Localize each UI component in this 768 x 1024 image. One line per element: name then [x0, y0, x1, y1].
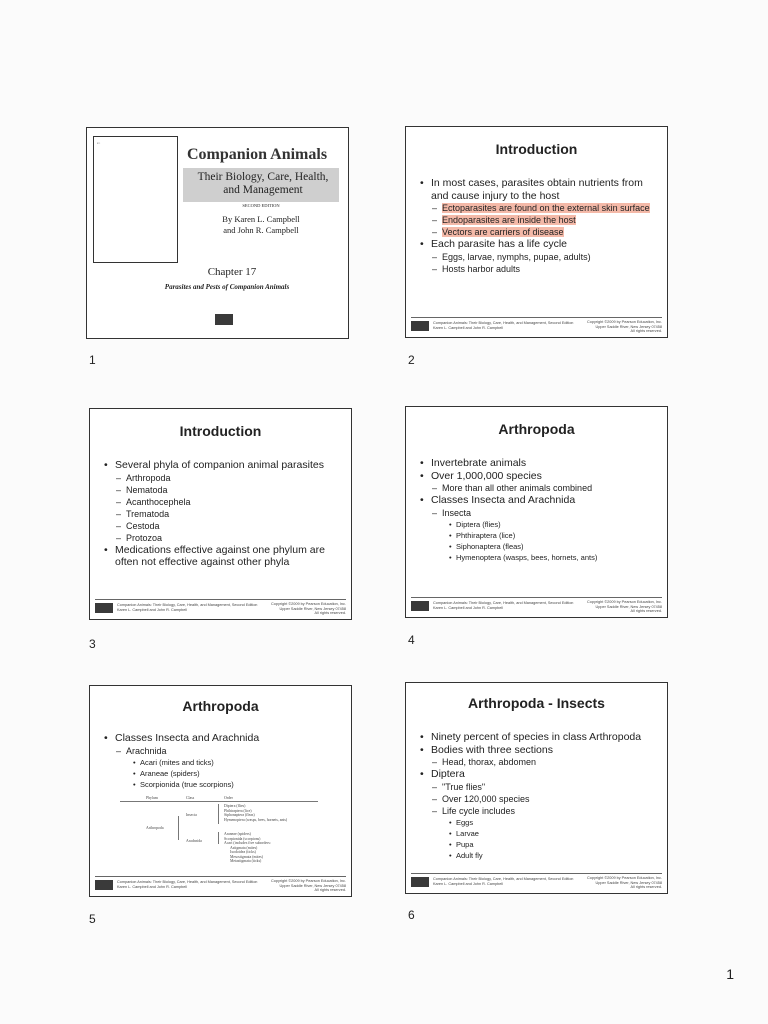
footer-text: Companion Animals: Their Biology, Care, Health, and Management, Second Edition: [433, 601, 574, 605]
slide-3: [89, 408, 352, 620]
bullet: • In most cases, parasites obtain nutrients from and cause injury to the host: [420, 177, 657, 202]
footer-text: Companion Animals: Their Biology, Care, Health, and Management, Second Edition: [117, 880, 258, 884]
publisher-logo: [411, 877, 429, 887]
sub-sub-bullet: • Scorpionida (true scorpions): [104, 779, 341, 790]
tree-class: Insecta: [186, 813, 197, 817]
bullet: • Invertebrate animals: [420, 457, 657, 470]
tree-order: Ixodoidea (ticks): [230, 850, 256, 854]
sub-bullet: [420, 214, 657, 226]
tree-class: Arachnida: [186, 839, 202, 843]
sub-bullet: – Cestoda: [104, 520, 341, 532]
footer-text: Companion Animals: Their Biology, Care, Health, and Management, Second Edition: [433, 321, 574, 325]
sub-bullet: – Over 120,000 species: [420, 793, 657, 805]
highlighted-text: Endoparasites are inside the host: [442, 215, 576, 225]
footer-copyright: Upper Saddle River, New Jersey 07458: [279, 606, 346, 611]
cover-chapter-title: Parasites and Pests of Companion Animals: [164, 283, 290, 291]
cover-chapter: Chapter 17: [207, 266, 257, 278]
slide-number-5: 5: [89, 912, 96, 926]
publisher-logo: [411, 601, 429, 611]
sub-bullet: – Protozoa: [104, 532, 341, 544]
footer-copyright: Upper Saddle River, New Jersey 07458: [595, 604, 662, 609]
slide-body: [104, 459, 341, 569]
tree-order: Acari (includes five suborders:: [224, 841, 271, 845]
slide-body: [420, 457, 657, 563]
footer-copyright: Copyright ©2009 by Pearson Education, Inc.: [271, 602, 346, 606]
slide-number-3: 3: [89, 637, 96, 651]
bullet: • Diptera: [420, 768, 657, 781]
sub-bullet: – Head, thorax, abdomen: [420, 756, 657, 768]
bullet: • Each parasite has a life cycle: [420, 238, 657, 251]
cover-title: Companion Animals: [187, 146, 328, 163]
publisher-logo: [411, 321, 429, 331]
tree-order: Astigmata (mites): [230, 845, 258, 850]
slide-footer: [95, 599, 346, 614]
tree-order: Araneae (spiders): [224, 832, 251, 836]
slide-title: Introduction: [495, 141, 578, 157]
bullet: • Medications effective against one phylum are often not effective against other phyla: [104, 544, 341, 569]
footer-copyright: Upper Saddle River, New Jersey 07458: [595, 324, 662, 329]
tree-header: Order: [224, 796, 233, 800]
sub-sub-bullet: • Adult fly: [420, 850, 657, 861]
bullet: • Several phyla of companion animal parasites: [104, 459, 341, 472]
footer-copyright: All rights reserved.: [630, 329, 662, 334]
sub-sub-bullet: • Larvae: [420, 828, 657, 839]
bullet: • Over 1,000,000 species: [420, 470, 657, 483]
sub-bullet: – Nematoda: [104, 484, 341, 496]
highlighted-text: Ectoparasites are found on the external skin surface: [442, 203, 650, 213]
sub-bullet: – More than all other animals combined: [420, 482, 657, 494]
cover-image-placeholder: [93, 136, 178, 263]
slide-body: [420, 177, 657, 275]
slide-body: [420, 731, 657, 861]
tree-order: Phthiraptera (lice): [224, 808, 252, 813]
footer-copyright: All rights reserved.: [630, 885, 662, 890]
highlighted-text: Vectors are carriers of disease: [442, 227, 564, 237]
slide-4: [405, 406, 668, 618]
publisher-logo: [95, 880, 113, 890]
sub-sub-bullet: • Hymenoptera (wasps, bees, hornets, ants): [420, 552, 657, 563]
slide-number-2: 2: [408, 353, 415, 367]
slide-6: [405, 682, 668, 894]
footer-text: Companion Animals: Their Biology, Care, Health, and Management, Second Edition: [117, 603, 258, 607]
sub-sub-bullet: • Araneae (spiders): [104, 768, 341, 779]
sub-bullet: [420, 202, 657, 214]
footer-copyright: All rights reserved.: [314, 888, 346, 893]
sub-bullet: – Arthropoda: [104, 472, 341, 484]
sub-sub-bullet: • Diptera (flies): [420, 519, 657, 530]
footer-copyright: Copyright ©2009 by Pearson Education, Inc.: [587, 320, 662, 324]
bullet: • Classes Insecta and Arachnida: [420, 494, 657, 507]
footer-text: Karen L. Campbell and John R. Campbell: [117, 607, 188, 612]
sub-bullet: – "True flies": [420, 781, 657, 793]
publisher-logo: [215, 314, 233, 325]
cover-image-mark: ▪▫▫: [97, 141, 101, 145]
footer-text: Karen L. Campbell and John R. Campbell: [117, 884, 188, 889]
tree-order: Mesostigmata (mites): [230, 854, 264, 859]
bullet: • Classes Insecta and Arachnida: [104, 732, 341, 745]
slide-number-1: 1: [89, 353, 96, 367]
sub-sub-bullet: • Pupa: [420, 839, 657, 850]
slide-footer: [411, 873, 662, 888]
cover-subtitle: Their Biology, Care, Health, and Management: [197, 171, 329, 196]
footer-copyright: Copyright ©2009 by Pearson Education, Inc.: [271, 879, 346, 883]
tree-phylum: Arthropoda: [146, 826, 164, 830]
sub-bullet: [420, 226, 657, 238]
sub-bullet: – Life cycle includes: [420, 805, 657, 817]
slide-title: Introduction: [179, 423, 262, 439]
sub-bullet: – Eggs, larvae, nymphs, pupae, adults): [420, 251, 657, 263]
slide-number-6: 6: [408, 908, 415, 922]
tree-order: Hymenoptera (wasps, bees, hornets, ants): [224, 817, 288, 822]
tree-order: Siphonaptera (fleas): [224, 813, 255, 817]
footer-text: Karen L. Campbell and John R. Campbell: [433, 881, 504, 886]
slide-title: Arthropoda - Insects: [468, 695, 605, 711]
cover-author-1: By Karen L. Campbell: [222, 214, 300, 224]
footer-text: Companion Animals: Their Biology, Care, Health, and Management, Second Edition: [433, 877, 574, 881]
tree-header: Class: [186, 796, 195, 800]
bullet: • Bodies with three sections: [420, 744, 657, 757]
footer-copyright: All rights reserved.: [630, 609, 662, 614]
tree-order: Scorpionida (scorpions): [224, 836, 261, 841]
slide-5: [89, 685, 352, 897]
sub-bullet: – Arachnida: [104, 745, 341, 757]
slide-2: [405, 126, 668, 338]
sub-bullet: – Insecta: [420, 507, 657, 519]
publisher-logo: [95, 603, 113, 613]
sub-bullet: – Hosts harbor adults: [420, 263, 657, 275]
cover-author-2: and John R. Campbell: [223, 225, 299, 235]
tree-header: Phylum: [146, 796, 158, 800]
sub-bullet: – Trematoda: [104, 508, 341, 520]
slide-1: [86, 127, 349, 339]
footer-copyright: All rights reserved.: [314, 611, 346, 616]
sub-sub-bullet: • Phthiraptera (lice): [420, 530, 657, 541]
cover-edition: SECOND EDITION: [242, 203, 280, 208]
page-number: 1: [726, 966, 734, 982]
footer-copyright: Copyright ©2009 by Pearson Education, Inc.: [587, 876, 662, 880]
slide-footer: [411, 317, 662, 332]
slide-number-4: 4: [408, 633, 415, 647]
footer-copyright: Copyright ©2009 by Pearson Education, Inc.: [587, 600, 662, 604]
tree-order: Metastigmata (ticks): [230, 859, 262, 863]
slide-footer: [95, 876, 346, 891]
footer-copyright: Upper Saddle River, New Jersey 07458: [595, 880, 662, 885]
slide-body: [104, 732, 341, 790]
slide-title: Arthropoda: [498, 421, 575, 437]
sub-sub-bullet: • Acari (mites and ticks): [104, 757, 341, 768]
footer-copyright: Upper Saddle River, New Jersey 07458: [279, 883, 346, 888]
slide-title: Arthropoda: [182, 698, 259, 714]
sub-sub-bullet: • Siphonaptera (fleas): [420, 541, 657, 552]
footer-text: Karen L. Campbell and John R. Campbell: [433, 605, 504, 610]
slide-footer: [411, 597, 662, 612]
bullet: • Ninety percent of species in class Arthropoda: [420, 731, 657, 744]
tree-order: Diptera (flies): [224, 804, 246, 808]
sub-sub-bullet: • Eggs: [420, 817, 657, 828]
classification-tree: [120, 796, 320, 864]
sub-bullet: – Acanthocephela: [104, 496, 341, 508]
footer-text: Karen L. Campbell and John R. Campbell: [433, 325, 504, 330]
